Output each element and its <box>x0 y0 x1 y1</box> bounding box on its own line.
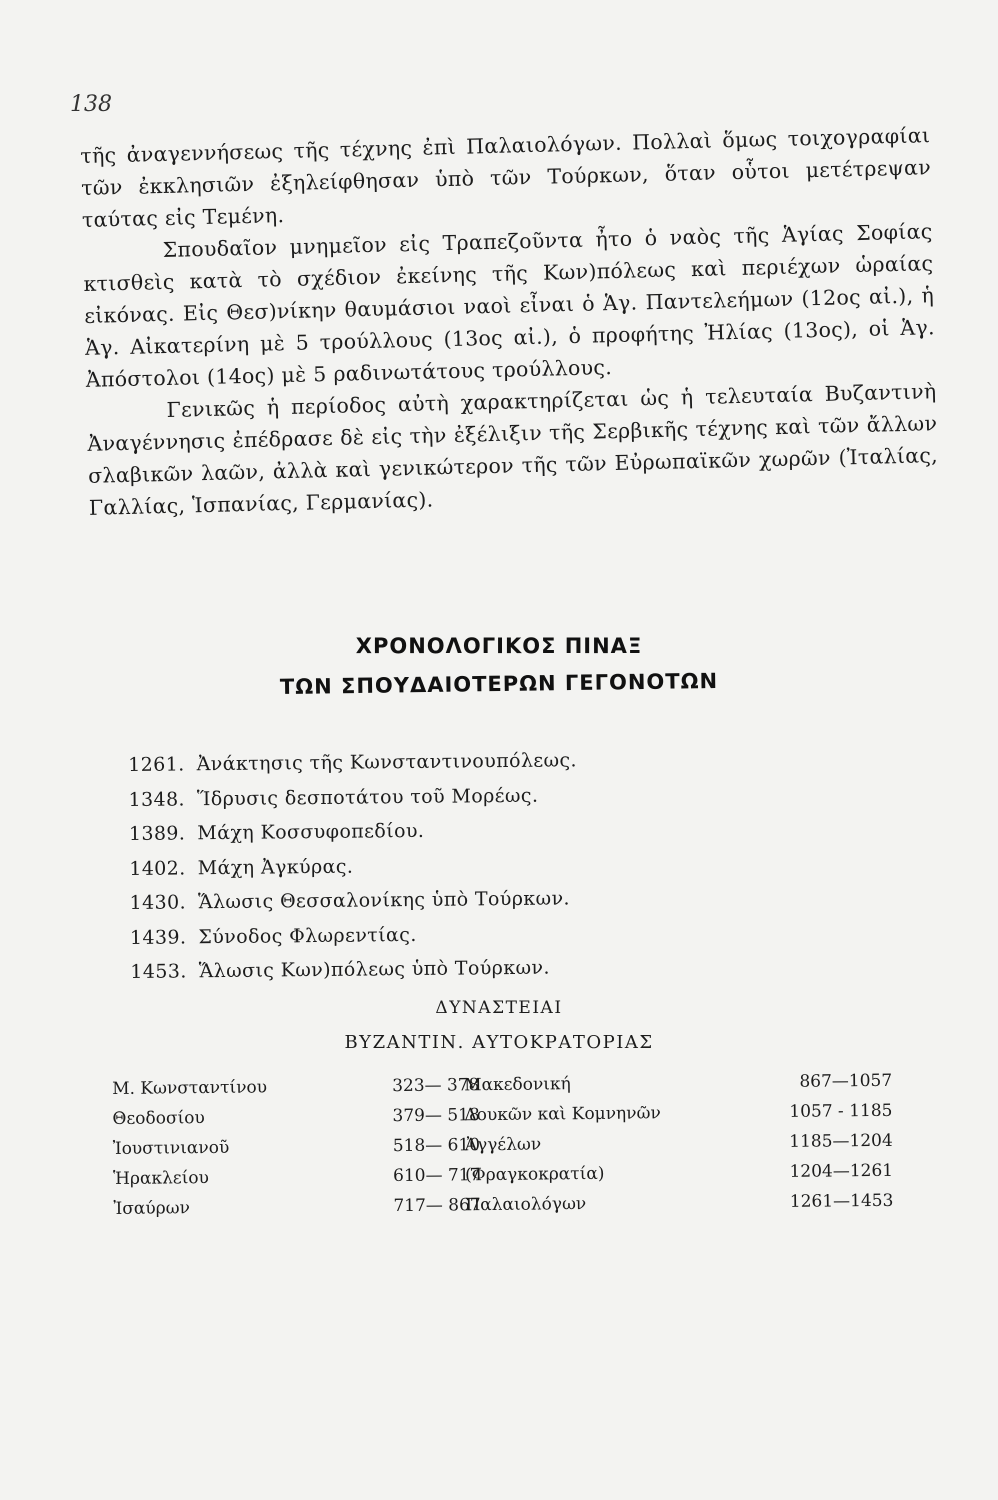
entry-year: 1348. <box>128 787 186 811</box>
dynasties-table <box>112 1066 904 1224</box>
entry-event: Μάχη Ἀγκύρας. <box>197 855 354 879</box>
chronology-entry <box>130 948 830 990</box>
dynasty-name: Ἰουστινιανοῦ <box>112 1137 230 1159</box>
paragraph: τῆς ἀναγεννήσεως τῆς τέχνης ἐπὶ Παλαιολόγων. Πολλαὶ ὅμως τοιχογραφίαι τῶν ἐκκλησιῶν ἐξηλείφθησαν ὑπὸ τῶν Τούρκων, ὅταν οὗτοι μετέτρεψαν ταύτας εἰς Τεμένη. <box>80 123 932 232</box>
dynasty-name: Παλαιολόγων <box>465 1194 587 1216</box>
entry-event: Μάχη Κοσσυφοπεδίου. <box>197 819 425 845</box>
dynasty-years: 1185—1204 <box>789 1130 893 1152</box>
dynasty-name: Μακεδονική <box>464 1074 571 1096</box>
entry-year: 1439. <box>129 925 187 949</box>
entry-year: 1430. <box>129 891 187 914</box>
dynasty-name: Ἡρακλείου <box>112 1167 209 1189</box>
dynasty-years: 867—1057 <box>799 1070 893 1092</box>
dynasty-name: Μ. Κωνσταντίνου <box>112 1077 268 1099</box>
dynasty-years: 1261—1453 <box>789 1190 894 1212</box>
chronology-list <box>128 741 830 990</box>
entry-year: 1389. <box>128 822 186 845</box>
entry-event: Ἵδρυσις δεσποτάτου τοῦ Μορέως. <box>196 784 539 810</box>
body-text <box>80 119 939 524</box>
dynasty-years: 1057 - 1185 <box>789 1100 893 1122</box>
paragraph: Γενικῶς ἡ περίοδος αὐτὴ χαρακτηρίζεται ὡς ἡ τελευταία Βυζαντινὴ Ἀναγέννησις ἐπέδρασε δὲ εἰς τὴν ἐξέλιξιν τῆς Σερβικῆς τέχνης καὶ τῶν ἄλλων σλαβικῶν λαῶν, ἀλλὰ καὶ γενικώτερον τῆς τῶν Εὐρωπαϊκῶν χωρῶν (Ἰταλίας, Γαλλίας, Ἱσπανίας, Γερμανίας). <box>87 379 939 520</box>
dynasty-years: 610— 717 <box>392 1165 481 1187</box>
dynasty-name: (Φραγκοκρατία) <box>464 1163 605 1186</box>
entry-event: Σύνοδος Φλωρεντίας. <box>198 923 417 948</box>
dynasty-years: 379— 518 <box>392 1105 480 1127</box>
dynasty-name: Ἀγγέλων <box>464 1134 542 1156</box>
dynasties-title: ΔΥΝΑΣΤΕΙΑΙ <box>435 998 563 1018</box>
entry-event: Ἀνάκτησις τῆς Κωνσταντινουπόλεως. <box>196 749 578 776</box>
dynasty-years: 518— 610 <box>392 1135 481 1157</box>
dynasty-name: Δουκῶν καὶ Κομνηνῶν <box>464 1103 661 1126</box>
entry-event: Ἅλωσις Θεσσαλονίκης ὑπὸ Τούρκων. <box>197 887 571 914</box>
entry-year: 1402. <box>129 856 186 880</box>
dynasty-name: Θεοδοσίου <box>112 1108 205 1129</box>
chronology-title: ΧΡΟΝΟΛΟΓΙΚΟΣ ΠΙΝΑΞ <box>355 634 643 658</box>
entry-year: 1453. <box>130 960 187 983</box>
page-number: 138 <box>70 92 112 117</box>
chronology-subtitle: ΤΩΝ ΣΠΟΥΔΑΙΟΤΕΡΩΝ ΓΕΓΟΝΟΤΩΝ <box>279 668 719 700</box>
dynasty-years: 323— 378 <box>392 1075 480 1097</box>
dynasty-years: 1204—1261 <box>789 1160 894 1182</box>
dynasty-name: Ἰσαύρων <box>113 1198 190 1219</box>
entry-event: Ἅλωσις Κων)πόλεως ὑπὸ Τούρκων. <box>198 956 550 983</box>
dynasties-subtitle: ΒΥΖΑΝΤΙΝ. ΑΥΤΟΚΡΑΤΟΡΙΑΣ <box>344 1032 654 1053</box>
entry-year: 1261. <box>128 753 185 776</box>
paragraph: Σπουδαῖον μνημεῖον εἰς Τραπεζοῦντα ἦτο ὁ ναὸς τῆς Ἁγίας Σοφίας κτισθεὶς κατὰ τὸ σχέδιον ἐκείνης τῆς Κων)πόλεως καὶ περιέχων ὡραίας εἰκόνας. Εἰς Θεσ)νίκην θαυμάσιοι ναοὶ εἶναι ὁ Ἁγ. Παντελεήμων (12ος αἰ.), ἡ Ἁγ. Αἰκατερίνη μὲ 5 τρούλλους (13ος αἰ.), ὁ προφήτης Ἠλίας (13ος), οἱ Ἁγ. Ἀπόστολοι (14ος) μὲ 5 ραδινωτάτους τρούλλους. <box>83 219 936 392</box>
dynasty-years: 717— 867 <box>393 1195 481 1217</box>
